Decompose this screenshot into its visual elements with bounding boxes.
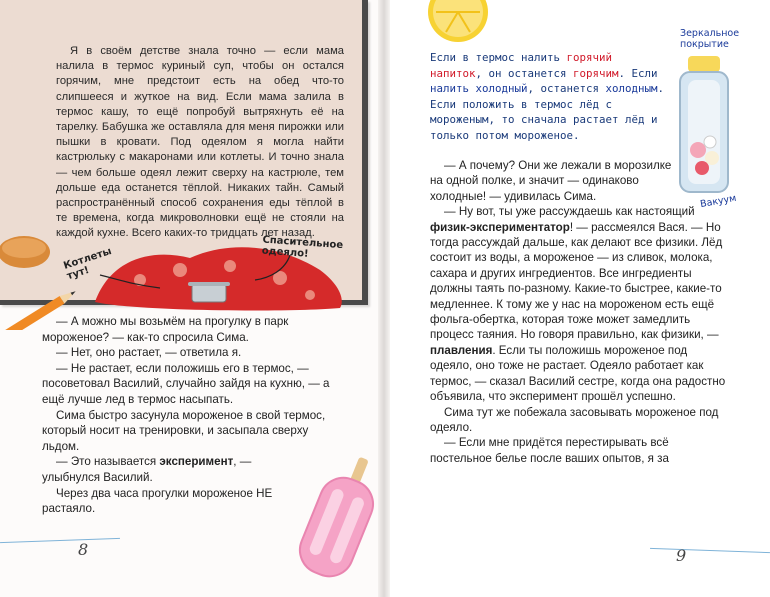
- paragraph: Сима тут же побежала засовывать мороженое под одеяло.: [430, 405, 719, 434]
- paragraph: — Ну вот, ты уже рассуждаешь как настоящий физик-экспериментатор! — рассмеялся Вася. — Но тогда рассуждай дальше, как делают все физики. Лёд состоит из воды, а мороженое — из сливок, молока, сахара и других ингредиентов. Все ингредиенты должны таять по-разному. Какие-то быстрее, какие-то медленнее. К тому же у нас на мороженом есть ещё фольга-обертка, которая тоже может замедлить процесс таяния. Но говоря правильно, как физики, — плавления. Если ты положишь мороженое под одеяло, оно тоже не растает. Одеяло работает как термос, — сказал Василий сестре, когда она радостно объявила, что эксперимент прошёл успешно.: [430, 205, 726, 404]
- thermos-lid: [688, 56, 720, 72]
- page-number: 9: [676, 546, 687, 565]
- paragraph: — Нет, оно растает, — ответила я.: [56, 346, 242, 360]
- paragraph: — А можно мы возьмём на прогулку в парк мороженое? — как-то спросила Сима.: [42, 315, 289, 344]
- paragraph: Через два часа прогулки мороженое НЕ растаяло.: [42, 486, 273, 516]
- page-number: 8: [78, 540, 89, 559]
- paragraph: — Это называется эксперимент, — улыбнулся Василий.: [42, 455, 252, 484]
- paragraph: — Если мне придётся перестирывать всё постельное белье после ваших опытов, я за: [430, 436, 669, 465]
- cutlets-label: Котлеты тут!: [62, 245, 114, 283]
- pot-icon: [188, 282, 230, 302]
- right-main-text: [430, 158, 732, 466]
- popsicle-icon: [290, 450, 380, 590]
- vacuum-label: Вакуум: [699, 192, 738, 211]
- paragraph: Сима быстро засунула мороженое в свой термос, который носит на тренировки, и засыпала сверху льдом.: [42, 408, 326, 453]
- blanket-illustration: [0, 200, 380, 330]
- blanket-label: Спасительное одеяло!: [261, 234, 344, 260]
- lemon-icon: [428, 0, 488, 46]
- paragraph: — А почему? Они же лежали в морозилке на одной полке, и значит — одинаково холодные! — удивилась Сима.: [430, 159, 672, 203]
- mirror-coating-label: Зеркальное покрытие: [680, 28, 740, 50]
- paragraph: — Не растает, если положишь его в термос, — посоветовал Василий, случайно зайдя на кухню, — а ещё лучше лед в термос насыпать.: [42, 361, 330, 406]
- intro-text: Если в термос налить горячий напиток, он останется горячим. Если налить холодный, останется холодным. Если положить в термос лёд с мороженым, то сначала растает лёд и только потом мороженое.: [430, 51, 665, 142]
- sidebar-text: Я в своём детстве знала точно — если мама налила в термос куриный суп, чтобы он остался горячим, мне предстоит есть на обед что-то слипшееся и жуткое на вид. Если мама залила в термос кашу, то ещё попробуй вытряхнуть её на тарелку. Бабушка же оставляла для меня пирожки или пышки в кровати. Под одеялом я могла найти кастрюльку с макаронами или котлеты. И точно знала — чем больше одеял лежит сверху на кастрюле, тем дольше еда останется тёплой. Никаких тайн. Самый распространённый способ сохранения еды тёплой в те времена, когда микроволновки ещё не стояли на каждой кухне. Всего каких-то тридцать лет назад.: [56, 45, 344, 240]
